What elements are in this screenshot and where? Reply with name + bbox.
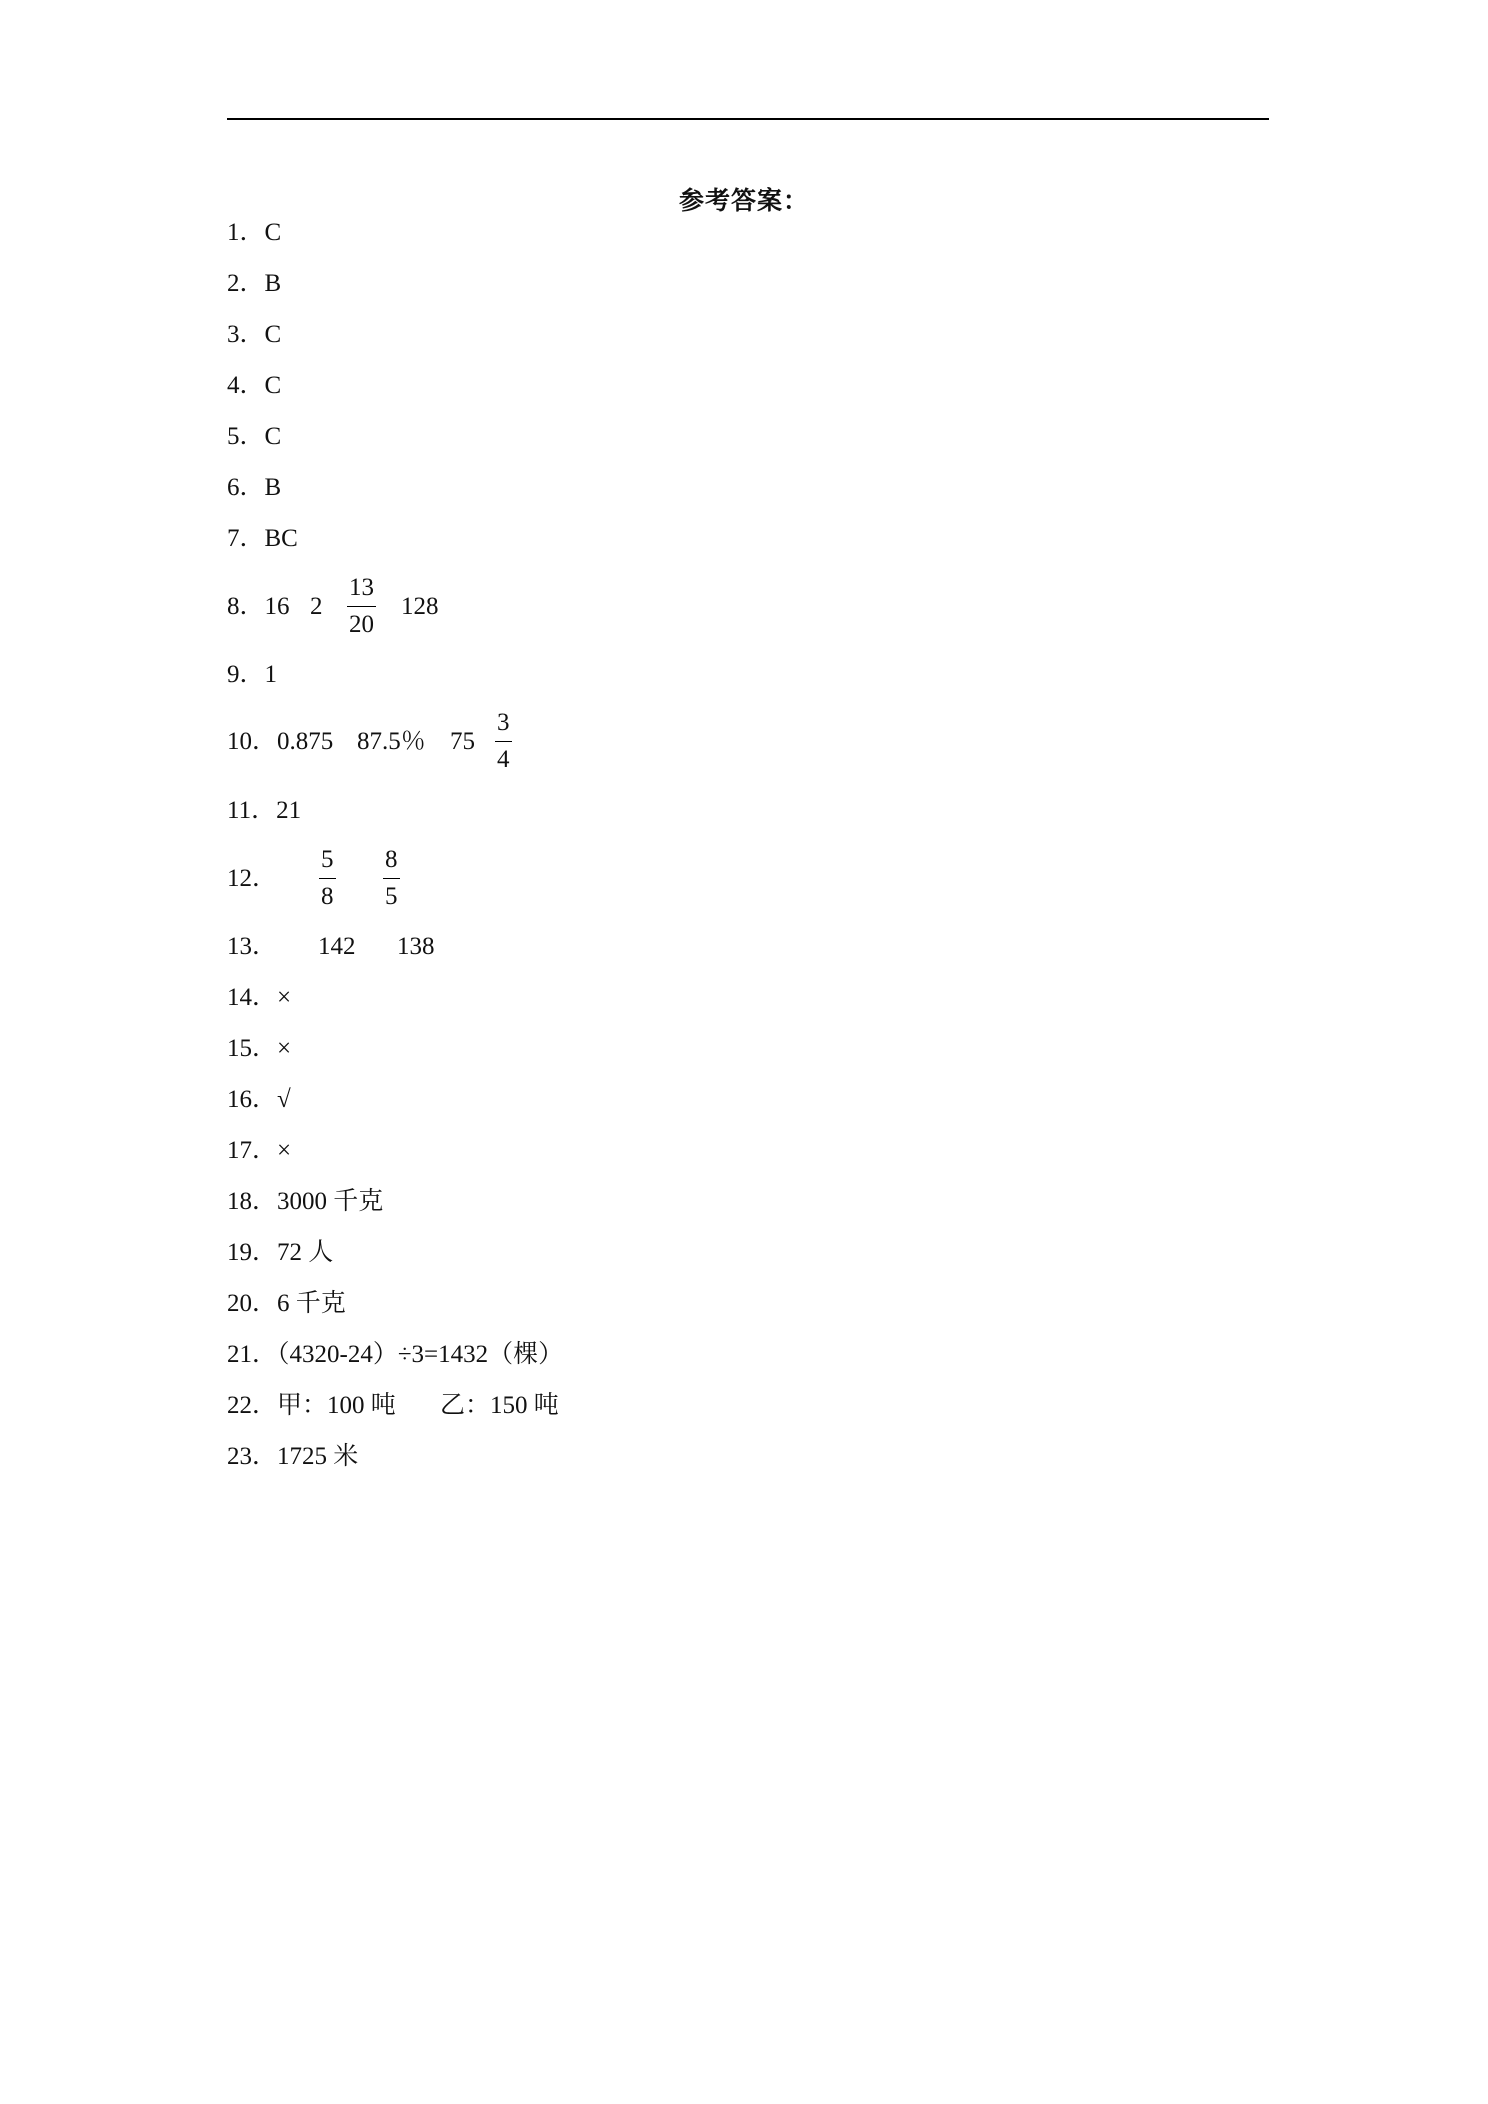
answer-2: 2．B bbox=[227, 270, 282, 297]
answer-20: 20．6 千克 bbox=[227, 1290, 346, 1317]
fraction-denominator: 20 bbox=[349, 611, 374, 638]
answer-16: 16．√ bbox=[227, 1086, 291, 1113]
answer-3: 3．C bbox=[227, 321, 282, 348]
fraction-bar bbox=[347, 606, 376, 607]
answer-15: 15．× bbox=[227, 1035, 292, 1062]
answer-12-prefix: 12． bbox=[227, 865, 278, 892]
answer-9: 9．1 bbox=[227, 661, 278, 688]
answer-6: 6．B bbox=[227, 474, 282, 501]
answer-19: 19．72 人 bbox=[227, 1239, 334, 1266]
answer-10-value: 75 bbox=[450, 728, 475, 755]
answer-10-percent: 87.5％ bbox=[357, 728, 426, 755]
fraction-numerator: 5 bbox=[321, 846, 334, 873]
fraction-numerator: 8 bbox=[385, 846, 398, 873]
answer-17: 17．× bbox=[227, 1137, 292, 1164]
fraction-denominator: 8 bbox=[321, 883, 334, 910]
answer-12-fraction-1 bbox=[319, 845, 336, 912]
fraction-numerator: 3 bbox=[497, 709, 510, 736]
answer-10-fraction bbox=[495, 708, 512, 775]
answer-8-prefix: 8．16 bbox=[227, 593, 290, 620]
fraction-numerator: 13 bbox=[349, 574, 374, 601]
answer-8-value: 2 bbox=[310, 593, 323, 620]
answer-13-value: 138 bbox=[397, 933, 435, 960]
answer-22-part-1: 22．甲：100 吨 bbox=[227, 1392, 396, 1419]
answer-14: 14．× bbox=[227, 984, 292, 1011]
answer-5: 5．C bbox=[227, 423, 282, 450]
answer-13-value: 142 bbox=[318, 933, 356, 960]
answer-7: 7．BC bbox=[227, 525, 298, 552]
fraction-bar bbox=[383, 878, 400, 879]
answer-10-prefix: 10．0.875 bbox=[227, 728, 334, 755]
fraction-denominator: 5 bbox=[385, 883, 398, 910]
page-title: 参考答案： bbox=[678, 188, 809, 215]
answer-13-prefix: 13． bbox=[227, 933, 278, 960]
answer-4: 4．C bbox=[227, 372, 282, 399]
fraction-bar bbox=[495, 741, 512, 742]
answer-11: 11．21 bbox=[227, 797, 302, 824]
answer-list bbox=[227, 0, 1227, 1600]
answer-21: 21．（4320-24）÷3=1432（棵） bbox=[227, 1341, 564, 1368]
fraction-denominator: 4 bbox=[497, 746, 510, 773]
answer-22-part-2: 乙：150 吨 bbox=[440, 1392, 559, 1419]
fraction-bar bbox=[319, 878, 336, 879]
answer-8-value: 128 bbox=[401, 593, 439, 620]
answer-1: 1．C bbox=[227, 219, 282, 246]
answer-23: 23．1725 米 bbox=[227, 1443, 359, 1470]
answer-18: 18．3000 千克 bbox=[227, 1188, 384, 1215]
answer-12-fraction-2 bbox=[383, 845, 400, 912]
answer-8-fraction bbox=[347, 573, 376, 640]
